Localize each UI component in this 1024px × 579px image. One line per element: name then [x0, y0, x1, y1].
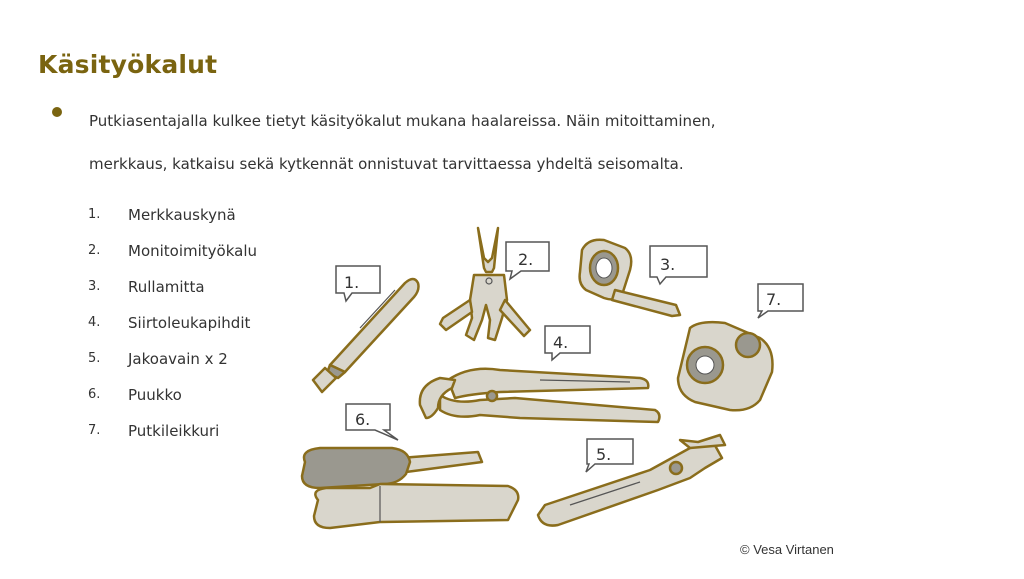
- list-number: 3.: [88, 279, 101, 294]
- list-number: 7.: [88, 423, 101, 438]
- list-number: 2.: [88, 243, 101, 258]
- knife-icon: [302, 448, 518, 528]
- callout-5-label: 5.: [596, 445, 612, 464]
- callout-6-label: 6.: [355, 410, 371, 429]
- list-label: Merkkauskynä: [128, 206, 236, 224]
- callout-7-label: 7.: [766, 290, 782, 309]
- list-label: Puukko: [128, 386, 182, 404]
- callout-3-label: 3.: [660, 255, 676, 274]
- callout-7: [758, 284, 803, 318]
- pipe-cutter-icon: [678, 322, 773, 410]
- list-label: Siirtoleukapihdit: [128, 314, 251, 332]
- callout-2: [506, 242, 549, 279]
- callout-4: [545, 326, 590, 360]
- intro-line-2: merkkaus, katkaisu sekä kytkennät onnistuvat tarvittaessa yhdeltä seisomalta.: [89, 155, 684, 173]
- list-number: 5.: [88, 351, 101, 366]
- list-label: Jakoavain x 2: [128, 350, 228, 368]
- list-label: Putkileikkuri: [128, 422, 220, 440]
- marker-pen-icon: [313, 279, 419, 392]
- callout-3: [650, 246, 707, 284]
- callout-5: [586, 439, 633, 472]
- intro-line-1: Putkiasentajalla kulkee tietyt käsityökalut mukana haalareissa. Näin mitoittaminen,: [89, 112, 716, 130]
- callout-6: [346, 404, 398, 440]
- water-pump-pliers-icon: [420, 369, 660, 422]
- list-number: 4.: [88, 315, 101, 330]
- callout-4-label: 4.: [553, 333, 569, 352]
- callout-1-label: 1.: [344, 273, 360, 292]
- list-number: 1.: [88, 207, 101, 222]
- page-title: Käsityökalut: [38, 50, 218, 79]
- list-label: Monitoimityökalu: [128, 242, 258, 260]
- copyright-credit: © Vesa Virtanen: [740, 542, 834, 557]
- callout-1: [336, 266, 380, 301]
- list-label: Rullamitta: [128, 278, 205, 296]
- list-number: 6.: [88, 387, 101, 402]
- callout-2-label: 2.: [518, 250, 534, 269]
